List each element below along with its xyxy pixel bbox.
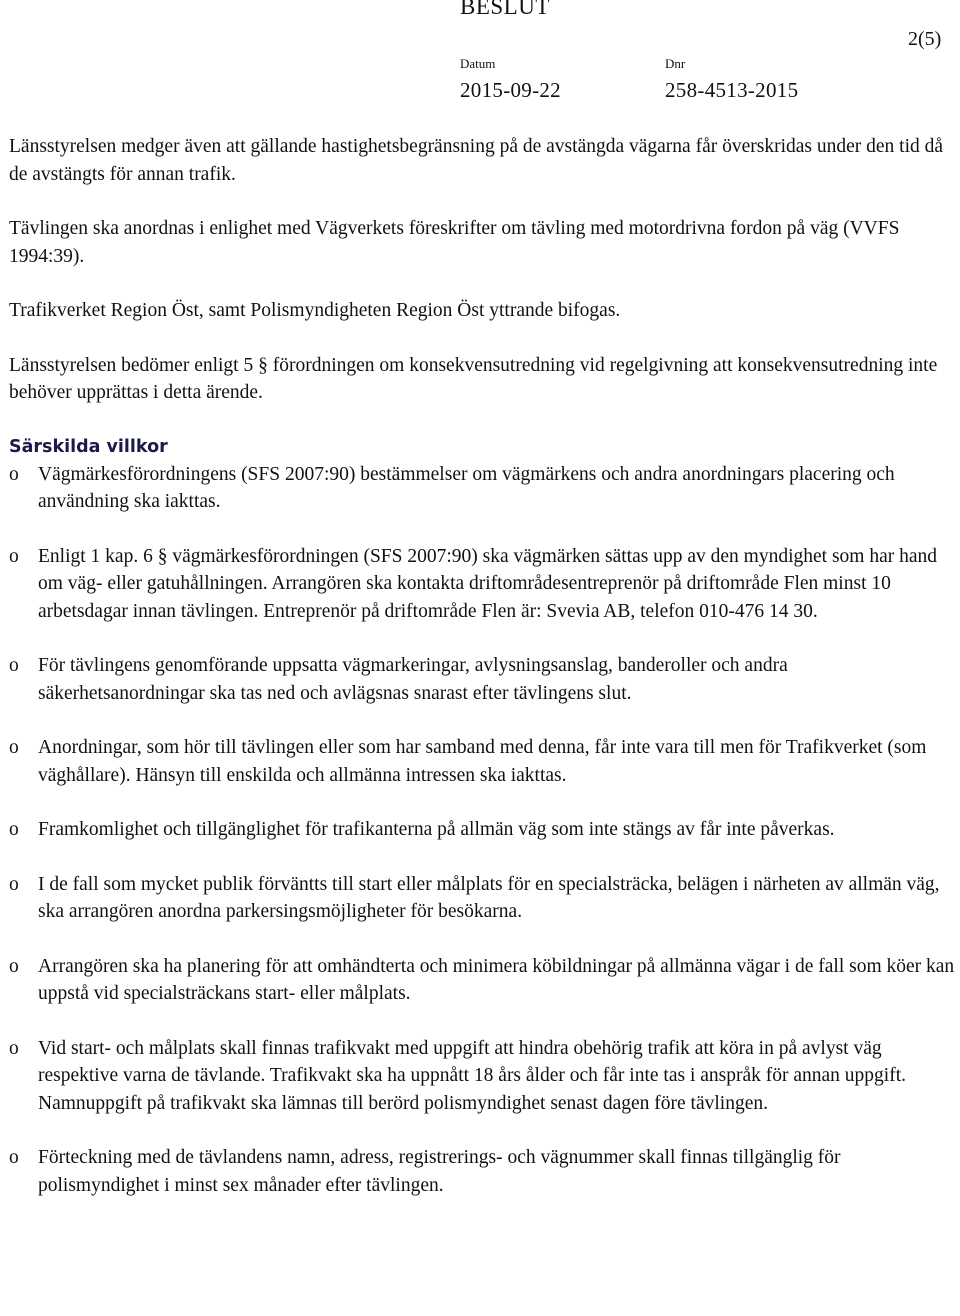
date-label: Datum (460, 56, 496, 71)
dnr-label: Dnr (665, 56, 686, 71)
bullet-marker: o (9, 737, 19, 758)
document-title: BESLUT (460, 0, 550, 19)
paragraph: Tävlingen ska anordnas i enlighet med Vägverkets föreskrifter om tävling med motordrivna fordon på väg (VVFS 1994:39). (9, 218, 900, 267)
page-number: 2(5) (908, 28, 942, 50)
list-item (9, 734, 957, 789)
paragraph: Trafikverket Region Öst, samt Polismyndigheten Region Öst yttrande bifogas. (9, 300, 621, 321)
document-body (9, 133, 957, 1226)
paragraph: Länsstyrelsen medger även att gällande hastighetsbegränsning på de avstängda vägarna får överskridas under den tid då de avstängts för annan trafik. (9, 136, 944, 185)
bullet-marker: o (9, 955, 19, 977)
paragraph: Länsstyrelsen bedömer enligt 5 § förordningen om konsekvensutredning vid regelgivning att konsekvensutredning inte behöver upprättas i detta ärende. (9, 354, 938, 403)
bullet-marker: o (9, 463, 19, 485)
section-heading: Särskilda villkor (9, 436, 168, 457)
date-value: 2015-09-22 (460, 78, 561, 102)
list-item-text: Vägmärkesförordningens (SFS 2007:90) bestämmelser om vägmärkens och andra anordningars placering och användning ska iakttas. (38, 463, 895, 512)
list-item (9, 816, 957, 844)
list-item (9, 543, 957, 626)
conditions-list (9, 461, 957, 1200)
list-item (9, 1035, 957, 1118)
list-item (9, 953, 957, 1008)
bullet-marker: o (9, 1147, 19, 1168)
bullet-marker: o (9, 1037, 19, 1059)
list-item-text: Anordningar, som hör till tävlingen eller som har samband med denna, får inte vara till men för Trafikverket (som väghållare). Hänsyn till enskilda och allmänna intressen ska iakttas. (38, 737, 927, 786)
list-item-text: I de fall som mycket publik förväntts till start eller målplats för en specialsträcka, belägen i närheten av allmän väg, ska arrangören anordna parkersingsmöjligheter för besökarna. (38, 873, 940, 922)
list-item-text: Framkomlighet och tillgänglighet för trafikanterna på allmän väg som inte stängs av får inte påverkas. (38, 819, 835, 840)
dnr-value: 258-4513-2015 (665, 78, 799, 102)
list-item (9, 871, 957, 926)
list-item-text: Arrangören ska ha planering för att omhändterta och minimera köbildningar på allmänna vägar i de fall som köer kan uppstå vid specialsträckans start- eller målplats. (38, 955, 955, 1004)
list-item (9, 461, 957, 516)
list-item (9, 652, 957, 707)
list-item-text: Vid start- och målplats skall finnas trafikvakt med uppgift att hindra obehörig trafik att köra in på avlyst väg respektive varna de tävlande. Trafikvakt ska ha uppnått 18 års ålder och får inte tas i anspråk för annan uppgift. Namnuppgift på trafikvakt ska lämnas till berörd polismyndighet senast dagen före tävlingen. (38, 1037, 907, 1114)
bullet-marker: o (9, 819, 19, 840)
list-item-text: Förteckning med de tävlandens namn, adress, registrerings- och vägnummer skall finnas tillgänglig för polismyndighet i minst sex månader efter tävlingen. (38, 1147, 841, 1196)
bullet-marker: o (9, 545, 19, 567)
list-item (9, 1144, 957, 1199)
bullet-marker: o (9, 655, 19, 676)
bullet-marker: o (9, 873, 19, 895)
list-item-text: Enligt 1 kap. 6 § vägmärkesförordningen (SFS 2007:90) ska vägmärken sättas upp av den myndighet som har hand om väg- eller gatuhållningen. Arrangören ska kontakta driftområdesentreprenör på driftområde Flen minst 10 arbetsdagar innan tävlingen. Entreprenör på driftområde Flen är: Svevia AB, telefon 010-476 14 30. (38, 545, 937, 622)
list-item-text: För tävlingens genomförande uppsatta vägmarkeringar, avlysningsanslag, banderoller och andra säkerhetsanordningar ska tas ned och avlägsnas snarast efter tävlingens slut. (38, 655, 788, 704)
